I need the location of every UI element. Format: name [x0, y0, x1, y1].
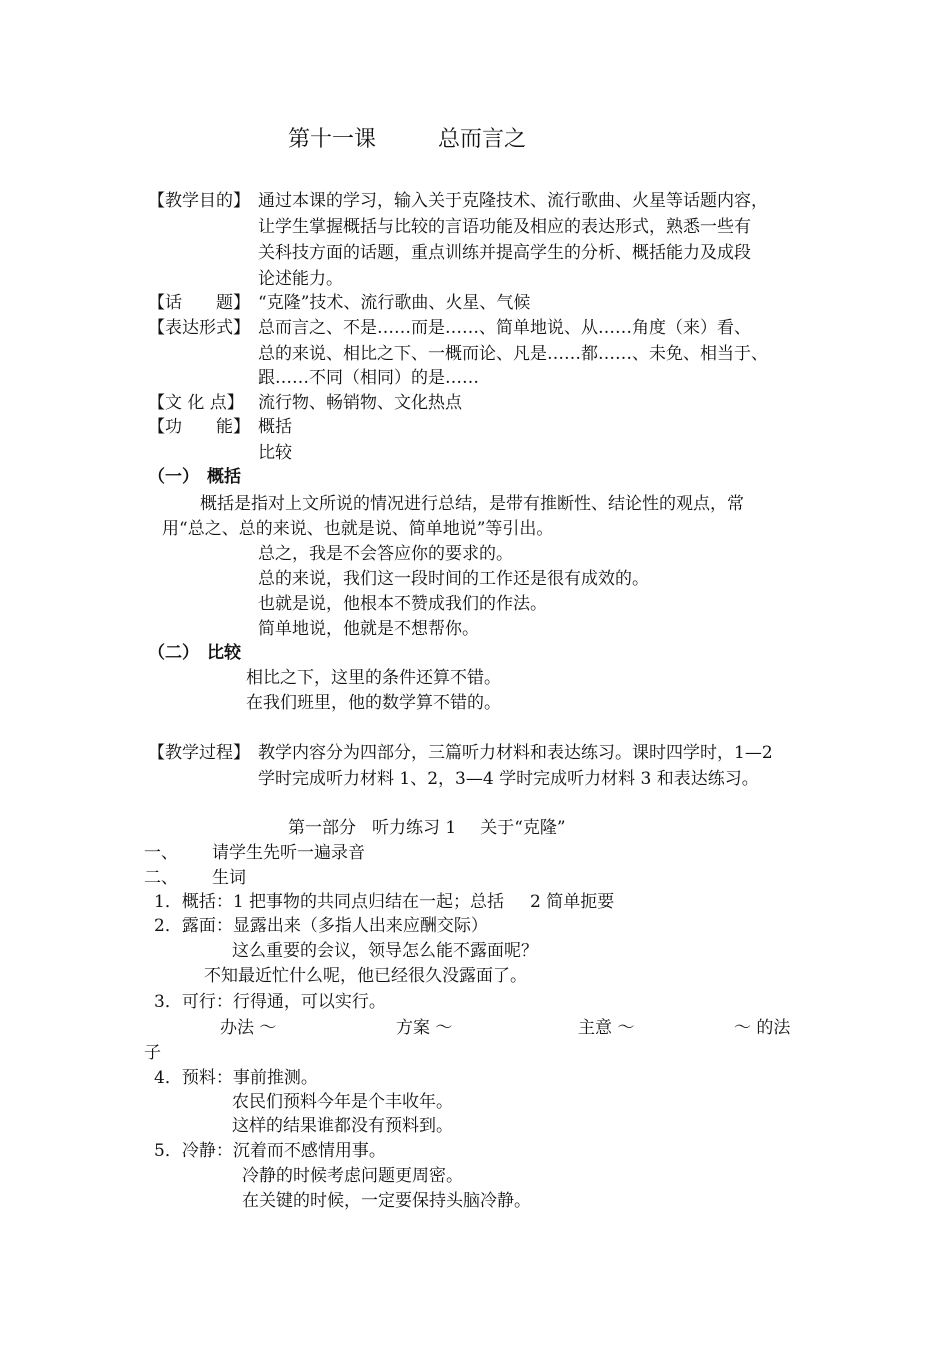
section2-number: （二）: [148, 643, 199, 663]
vocab-entry: 5．冷静：沉着而不感情用事。: [154, 1141, 386, 1161]
culture-text: 流行物、畅销物、文化热点: [258, 393, 462, 413]
lesson-number: 第十一课: [288, 127, 377, 152]
step-number: 一、: [144, 843, 178, 863]
lesson-name: 总而言之: [438, 127, 527, 152]
function-item: 比较: [258, 443, 292, 463]
process-label: 【教学过程】: [148, 743, 250, 763]
section1-paragraph-line: 用“总之、总的来说、也就是说、简单地说”等引出。: [162, 519, 554, 539]
objective-line: 关科技方面的话题，重点训练并提高学生的分析、概括能力及成段: [258, 243, 751, 263]
part1-title-exercise: 听力练习 1: [372, 818, 457, 838]
objective-line: 让学生掌握概括与比较的言语功能及相应的表达形式，熟悉一些有: [258, 217, 751, 237]
objective-label: 【教学目的】: [148, 191, 250, 211]
section2-example: 在我们班里，他的数学算不错的。: [246, 693, 501, 713]
topic-label: 【话 题】: [148, 293, 250, 313]
process-line: 学时完成听力材料 1、2，3—4 学时完成听力材料 3 和表达练习。: [258, 769, 759, 789]
function-item: 概括: [258, 417, 292, 437]
section2-example: 相比之下，这里的条件还算不错。: [246, 668, 501, 688]
section1-number: （一）: [148, 467, 199, 487]
process-line: 教学内容分为四部分，三篇听力材料和表达练习。课时四学时，1—2: [258, 743, 773, 763]
section2-heading: [148, 641, 241, 665]
vocab-entry: 3．可行：行得通，可以实行。: [154, 992, 386, 1012]
section1-example: 也就是说，他根本不赞成我们的作法。: [258, 594, 547, 614]
step-text: 生词: [212, 868, 246, 888]
vocab-definition-extra: 2 简单扼要: [530, 892, 615, 912]
vocab-example: 这么重要的会议，领导怎么能不露面呢？: [232, 941, 538, 961]
vocab-collocation-wrap: 子: [144, 1043, 161, 1063]
section1-title: 概括: [207, 467, 241, 487]
vocab-example: 农民们预料今年是个丰收年。: [232, 1092, 453, 1112]
vocab-example: 不知最近忙什么呢，他已经很久没露面了。: [204, 966, 527, 986]
section1-paragraph-line: 概括是指对上文所说的情况进行总结，是带有推断性、结论性的观点，常: [200, 494, 744, 514]
lesson-title: [288, 128, 526, 152]
vocab-example: 在关键的时候，一定要保持头脑冷静。: [242, 1191, 531, 1211]
objective-line: 通过本课的学习，输入关于克隆技术、流行歌曲、火星等话题内容，: [258, 191, 768, 211]
culture-label: 【文 化 点】: [148, 393, 244, 413]
section1-heading: [148, 465, 241, 489]
section2-title: 比较: [207, 643, 241, 663]
expressions-line: 跟……不同（相同）的是……: [258, 368, 479, 388]
section1-example: 总之，我是不会答应你的要求的。: [258, 544, 513, 564]
part1-title-topic: 关于“克隆”: [480, 818, 566, 838]
vocab-collocation: 主意 ～: [578, 1018, 635, 1038]
vocab-definition: 1．概括：1 把事物的共同点归结在一起；总括: [154, 892, 505, 912]
vocab-collocation: 方案 ～: [396, 1018, 453, 1038]
vocab-collocation: 办法 ～: [220, 1018, 277, 1038]
functions-label: 【功 能】: [148, 417, 250, 437]
expressions-label: 【表达形式】: [148, 318, 250, 338]
vocab-entry: 4．预料：事前推测。: [154, 1068, 318, 1088]
part1-title: [288, 816, 566, 840]
part1-title-part: 第一部分: [288, 818, 356, 838]
expressions-line: 总而言之、不是……而是……、简单地说、从……角度（来）看、: [258, 318, 751, 338]
vocab-entry: 2．露面：显露出来（多指人出来应酬交际）: [154, 916, 488, 936]
vocab-collocation: ～ 的法: [734, 1018, 791, 1038]
section1-example: 简单地说，他就是不想帮你。: [258, 619, 479, 639]
topic-text: “克隆”技术、流行歌曲、火星、气候: [258, 293, 531, 313]
expressions-line: 总的来说、相比之下、一概而论、凡是……都……、未免、相当于、: [258, 344, 768, 364]
step-number: 二、: [144, 868, 178, 888]
section1-example: 总的来说，我们这一段时间的工作还是很有成效的。: [258, 569, 649, 589]
vocab-example: 这样的结果谁都没有预料到。: [232, 1116, 453, 1136]
vocab-entry: [154, 890, 614, 914]
step-text: 请学生先听一遍录音: [212, 843, 365, 863]
objective-line: 论述能力。: [258, 269, 343, 289]
vocab-example: 冷静的时候考虑问题更周密。: [242, 1166, 463, 1186]
